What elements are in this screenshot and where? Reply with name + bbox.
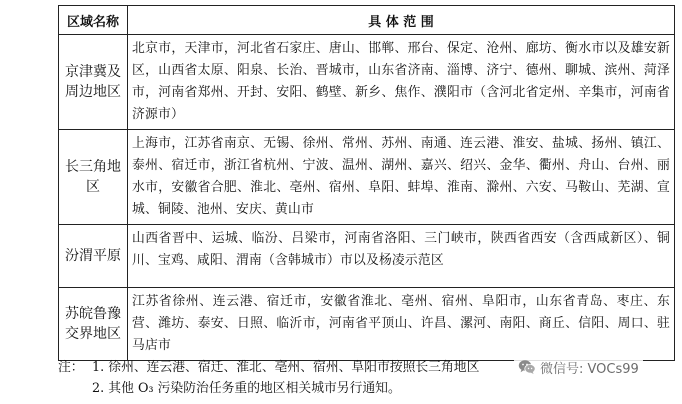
watermark — [514, 356, 643, 378]
note-line-2 — [58, 378, 678, 399]
header-scope: 具 体 范 围 — [128, 6, 675, 35]
wechat-icon — [518, 359, 536, 375]
note-1-text: 1. 徐州、连云港、宿迁、淮北、亳州、宿州、阜阳市按照长三角地区 — [92, 360, 480, 375]
region-scope-cell: 江苏省徐州、连云港、宿迁市，安徽省淮北、亳州、宿州、阜阳市，山东省青岛、枣庄、东营、潍坊、泰安、日照、临沂市，河南省平顶山、许昌、漯河、南阳、商丘、信阳、周口、驻马店市 — [128, 288, 675, 361]
region-name-cell: 汾渭平原 — [59, 225, 128, 288]
watermark-text: 微信号: VOCs99 — [540, 361, 639, 377]
region-scope-cell: 上海市，江苏省南京、无锡、徐州、常州、苏州、南通、连云港、淮安、盐城、扬州、镇江、泰州、宿迁市，浙江省杭州、宁波、温州、湖州、嘉兴、绍兴、金华、衢州、舟山、台州、丽水市，安徽省合肥、淮北、亳州、宿州、阜阳、蚌埠、淮南、滁州、六安、马鞍山、芜湖、宣城、铜陵、池州、安庆、黄山市 — [128, 130, 675, 225]
header-region-name: 区域名称 — [59, 6, 128, 35]
region-name-cell: 京津冀及周边地区 — [59, 35, 128, 130]
table-row — [59, 35, 675, 130]
table-header-row — [59, 6, 675, 35]
note-prefix: 注： — [58, 360, 84, 375]
table-row — [59, 288, 675, 361]
region-scope-cell: 山西省晋中、运城、临汾、吕梁市，河南省洛阳、三门峡市，陕西省西安（含西咸新区）、铜川、宝鸡、咸阳、渭南（含韩城市）市以及杨凌示范区 — [128, 225, 675, 288]
region-name-cell: 长三角地区 — [59, 130, 128, 225]
table-row — [59, 130, 675, 225]
region-table — [58, 5, 675, 361]
table-row — [59, 225, 675, 288]
region-name-cell: 苏皖鲁豫交界地区 — [59, 288, 128, 361]
region-scope-cell: 北京市，天津市，河北省石家庄、唐山、邯郸、邢台、保定、沧州、廊坊、衡水市以及雄安新区，山西省太原、阳泉、长治、晋城市，山东省济南、淄博、济宁、德州、聊城、滨州、菏泽市，河南省郑州、开封、安阳、鹤壁、新乡、焦作、濮阳市（含河北省定州、辛集市，河南省济源市） — [128, 35, 675, 130]
note-2-text: 2. 其他 O₃ 污染防治任务重的地区相关城市另行通知。 — [92, 381, 401, 396]
